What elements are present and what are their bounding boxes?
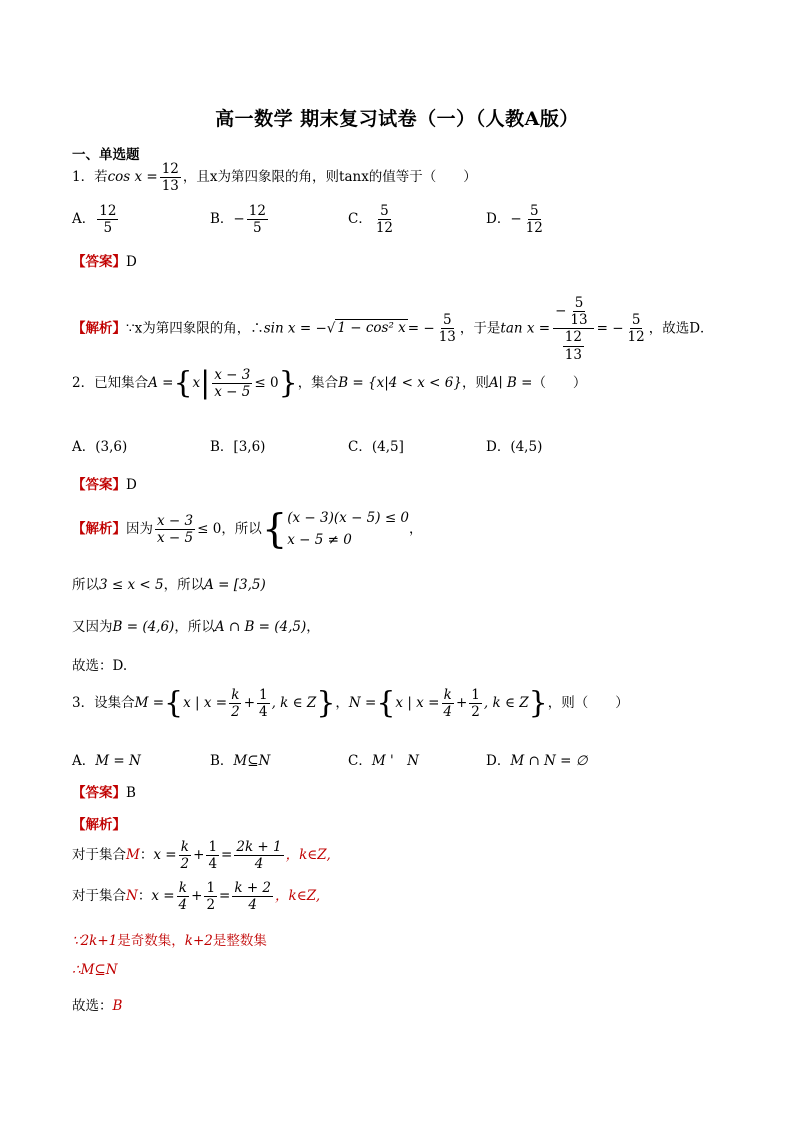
- section-header: 一、单选题: [72, 147, 140, 163]
- q1-cos: cos x =: [107, 169, 158, 186]
- q2-analysis-line3: 又因为B = (4,6)，所以A ∩ B = (4,5)，: [72, 619, 320, 635]
- q3-analysis-line1: 对于集合M：x = $\frac{k}{2}$ + $\frac{1}{4}$ = $\frac{2k + 1}{4}$ ，k∈Z,: [72, 839, 331, 873]
- q3-analysis-label: 【解析】: [72, 817, 126, 833]
- q1-option-c[interactable]: C． $\frac{5}{12}$: [348, 203, 394, 237]
- q2-analysis-line4: 故选：D.: [72, 658, 128, 674]
- q3-analysis-line2: 对于集合N：x = $\frac{k}{4}$ + $\frac{1}{2}$ = $\frac{k + 2}{4}$ ，k∈Z,: [72, 880, 321, 914]
- q1-prefix: 1．若: [72, 169, 108, 186]
- q3-option-b[interactable]: B．M⊆N: [210, 753, 271, 769]
- q2-option-c[interactable]: C．(4,5]: [348, 439, 404, 455]
- q3-analysis-line4: ∴M⊆N: [72, 962, 118, 978]
- q3-answer: 【答案】B: [72, 785, 136, 801]
- q2-option-b[interactable]: B．[3,6): [210, 439, 266, 455]
- q3-option-c[interactable]: C．M ' N: [348, 753, 419, 769]
- q1-analysis: 【解析】∵x为第四象限的角，∴sin x = −√ 1 − cos² x = − $\frac{5}{13}$ ，于是tan x = − $\frac{5}{13}$ $\frac{12}{13}$ = − $\frac{5}{12}$ ，故选D．: [72, 295, 714, 363]
- q1-suffix: ，且x为第四象限的角，则tanx的值等于（ ）: [182, 169, 477, 186]
- q1-option-a[interactable]: A． $\frac{12}{5}$: [72, 203, 117, 237]
- q3-stem: 3．设集合M ={x | x = $\frac{k}{2}$ + $\frac{1}{4}$ , k ∈ Z}，N ={x | x = $\frac{k}{4}$ + $\frac{1}{2}$ , k ∈ Z}，则（ ）: [72, 685, 629, 721]
- q2-analysis-line1: 【解析】因为 $\frac{x - 3}{x - 5}$ ≤ 0，所以{ (x − 3)(x − 5) ≤ 0 x − 5 ≠ 0 ，: [72, 506, 423, 553]
- q2-answer: 【答案】D: [72, 477, 137, 493]
- q1-stem: [72, 162, 477, 193]
- q2-option-d[interactable]: D．(4,5): [486, 439, 543, 455]
- q1-option-d[interactable]: D．− $\frac{5}{12}$: [486, 203, 543, 237]
- q3-analysis-line5: 故选：B: [72, 998, 123, 1014]
- q3-option-a[interactable]: A．M = N: [72, 753, 141, 769]
- q3-option-d[interactable]: D．M ∩ N = ∅: [486, 753, 588, 769]
- q2-option-a[interactable]: A．(3,6): [72, 439, 128, 455]
- q1-fraction: $\frac{12}{13}$: [161, 161, 179, 195]
- q2-stem: 2．已知集合A ={x| $\frac{x - 3}{x - 5}$ ≤ 0}，集合B = {x|4 < x < 6}，则A∣ B =（ ）: [72, 365, 587, 401]
- q2-analysis-line2: 所以3 ≤ x < 5，所以A = [3,5): [72, 577, 266, 593]
- q1-option-b[interactable]: B．− $\frac{12}{5}$: [210, 203, 266, 237]
- q1-answer: 【答案】D: [72, 254, 137, 270]
- q3-analysis-line3: ∵2k+1是奇数集，k+2是整数集: [72, 933, 267, 949]
- page-title: 高一数学 期末复习试卷（一）（人教A版）: [215, 108, 579, 130]
